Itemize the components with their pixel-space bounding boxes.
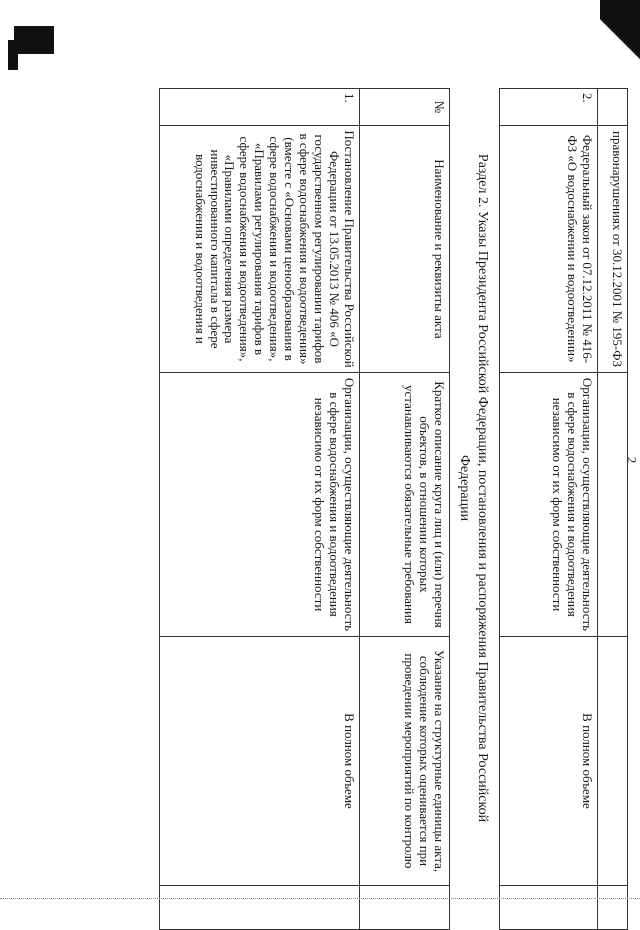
document-frame bbox=[108, 88, 628, 888]
section-title: Раздел 2. Указы Президента Российской Федерации, постановления и распоряжения Правительства Российской Федерации bbox=[457, 153, 490, 823]
act-name-cell: Постановление Правительства Российской Федерации от 13.05.2013 № 406 «О государственном регулировании тарифов в сфере водоснабжения и водоотведения» (вместе с «Основами ценообразования в сфере водоснабжения и водоотведения», «Правилами регулирования тарифов в сфере водоснабжения и водоотведения», «Правилами определения размера инвестированного капитала в сфере водоснабжения и водоотведения и bbox=[160, 126, 360, 373]
table-header-row bbox=[360, 89, 450, 930]
description-cell: Организации, осуществляющие деятельность в сфере водоснабжения и водоотведения независимо от их форм собственности bbox=[500, 373, 598, 637]
section2-table bbox=[159, 88, 450, 930]
row-number: 1. bbox=[160, 89, 360, 126]
header-num: № bbox=[360, 89, 450, 126]
table-row bbox=[160, 89, 360, 930]
table-row bbox=[598, 89, 628, 930]
page-number: 2 bbox=[623, 456, 639, 464]
row-number: 2. bbox=[500, 89, 598, 126]
scope-cell: В полном объеме bbox=[500, 637, 598, 886]
header-description: Краткое описание круга лиц и (или) перечня объектов, в отношении которых устанавливаются обязательные требования bbox=[360, 373, 450, 637]
scan-artifact bbox=[14, 26, 54, 54]
description-cell: Организации, осуществляющие деятельность в сфере водоснабжения и водоотведения независимо от их форм собственности bbox=[160, 373, 360, 637]
act-name-cell: правонарушениях от 30.12.2001 № 195-ФЗ bbox=[598, 126, 628, 373]
header-scope: Указание на структурные единицы акта, соблюдение которых оценивается при проведении мероприятий по контролю bbox=[360, 637, 450, 886]
scope-cell: В полном объеме bbox=[160, 637, 360, 886]
header-name: Наименование и реквизиты акта bbox=[360, 126, 450, 373]
table-row bbox=[500, 89, 598, 930]
act-name-cell: Федеральный закон от 07.12.2011 № 416-ФЗ «О водоснабжении и водоотведении» bbox=[500, 126, 598, 373]
rotated-content bbox=[108, 88, 628, 888]
acts-table-continued bbox=[499, 88, 628, 930]
page-corner-artifact bbox=[600, 0, 640, 90]
scan-bottom-edge bbox=[0, 897, 640, 899]
